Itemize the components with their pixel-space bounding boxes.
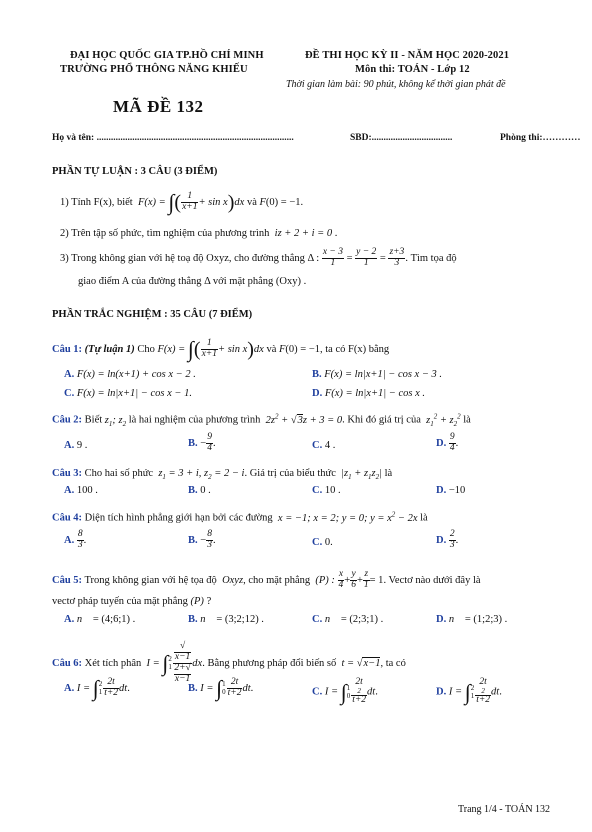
letter-c: C.	[312, 537, 323, 548]
q5-text: Trong không gian với hệ tọa độ	[84, 574, 217, 586]
q2-mid: là hai nghiệm của phương trình	[128, 414, 261, 426]
q1-opt-c-text: F(x) = ln|x+1| − cos x − 1.	[76, 388, 193, 399]
essay-heading: PHẦN TỰ LUẬN : 3 CÂU (3 ĐIỂM)	[52, 166, 218, 177]
q6-option-d[interactable]: D. I = ∫ 2 1 2t 2 t+2 dt.	[436, 677, 502, 706]
essay-question-3: 3) Trong không gian với hệ toạ độ Oxyz, cho đường thẳng Δ : $\frac{x - 3}{1}$ = $\frac{y - 2}{1}$ = $\frac{z+3}{3}$ . Tìm tọa độ	[60, 247, 457, 268]
q2-opt-a-text: 9 .	[76, 440, 88, 451]
q6-option-a[interactable]: A. I = ∫ 2 1 $\frac{2t}{t+2}$ dt.	[64, 675, 130, 701]
q4-option-c[interactable]: C. 0.	[312, 537, 333, 548]
q2-pre: Biết	[84, 414, 103, 426]
q1-pre: Cho	[137, 343, 155, 355]
mc-question-4: Câu 4: Diện tích hình phẳng giới hạn bởi các đường x = −1; x = 2; y = 0; $y = x^2 - 2x$ là	[52, 510, 428, 524]
q3-mid: . Giá trị của biểu thức	[244, 468, 336, 479]
essay-q3-suffix: . Tìm tọa độ	[405, 252, 457, 264]
q2-option-c[interactable]	[312, 440, 335, 451]
q5-option-a[interactable]: A. n⃗ = (4;6;1) .	[64, 614, 136, 625]
q3-option-a[interactable]	[64, 485, 98, 496]
university-name: ĐẠI HỌC QUỐC GIA TP.HỒ CHÍ MINH	[70, 50, 264, 61]
essay-q2-text: 2) Trên tập số phức, tìm nghiệm của phương trình	[60, 228, 270, 239]
letter-a: A.	[64, 614, 75, 625]
q4-option-b[interactable]: B. − $\frac{8}{3}$ .	[188, 529, 216, 550]
q3-opt-b-text: 0 .	[200, 485, 211, 496]
q1-label: Câu 1:	[52, 343, 83, 355]
q4-option-d[interactable]: D. $\frac{2}{3}$ .	[436, 529, 459, 550]
q3-label: Câu 3:	[52, 468, 83, 479]
q2-opt-c-text: 4 .	[324, 440, 336, 451]
q2-opt-b-minus: −	[200, 437, 207, 449]
letter-a: A.	[64, 369, 75, 380]
candidate-name-field: Họ và tên: ...................................................................................	[52, 133, 294, 143]
exam-title: ĐỀ THI HỌC KỲ II - NĂM HỌC 2020-2021	[305, 50, 510, 61]
letter-b: B.	[188, 534, 198, 546]
letter-a: A.	[64, 485, 75, 496]
page-footer: Trang 1/4 - TOÁN 132	[458, 804, 551, 815]
letter-c: C.	[64, 388, 75, 399]
mc-question-1: Câu 1: (Tự luận 1) Cho F(x) = ∫( $\frac{1}{x+1}$ + sin x)dx và F(0) = −1, ta có F(x) bằng	[52, 336, 390, 362]
q5-opt-d-text: = (1;2;3) .	[464, 614, 508, 625]
q3-option-b[interactable]	[188, 485, 211, 496]
q3-option-c[interactable]	[312, 485, 341, 496]
q5-line2-text: vectơ pháp tuyến của mặt phẳng	[52, 596, 188, 607]
q6-label: Câu 6:	[52, 657, 83, 669]
q1-tag: (Tự luận 1)	[84, 343, 135, 355]
q5-opt-b-text: = (3;2;12) .	[216, 614, 264, 625]
letter-d: D.	[436, 534, 447, 546]
q6-option-b[interactable]: B. I = ∫ 1 0 $\frac{2t}{t+2}$ dt.	[188, 675, 254, 701]
q2-post: . Khi đó giá trị của	[342, 414, 421, 426]
essay-q1-prefix: 1) Tính F(x), biết	[60, 196, 133, 208]
q4-end: là	[420, 512, 428, 524]
q3-opt-c-text: 10 .	[324, 485, 341, 496]
q3-text: Cho hai số phức	[84, 468, 154, 479]
q4-label: Câu 4:	[52, 512, 83, 524]
q1-opt-d-text: F(x) = ln|x+1| − cos x .	[324, 388, 426, 399]
q6-end: , ta có	[380, 657, 406, 669]
mc-heading: PHẦN TRẮC NGHIỆM : 35 CÂU (7 ĐIỂM)	[52, 309, 253, 320]
mc-question-3: Câu 3: Cho hai số phức $z_1 = 3 + i$, $z_2 = 2 - i$. Giá trị của biểu thức $|z_1 + z_1z_2|$ là	[52, 468, 393, 482]
letter-d: D.	[436, 614, 447, 625]
q6-mid: . Bằng phương pháp đổi biến số	[202, 657, 337, 669]
essay-question-1: 1) Tính F(x), biết F(x) = ∫( $\frac{1}{x+1}$ + sin x)dx và F(0) = −1.	[60, 189, 304, 215]
q2-option-a[interactable]	[64, 440, 87, 451]
q5-opt-a-text: = (4;6;1) .	[92, 614, 136, 625]
exam-subject: Môn thi: TOÁN - Lớp 12	[355, 64, 470, 75]
q3-option-d[interactable]	[436, 485, 465, 496]
letter-b: B.	[188, 682, 198, 694]
q1-and: và	[266, 343, 277, 355]
essay-question-2: 2) Trên tập số phức, tìm nghiệm của phương trình iz + 2 + i = 0 .	[60, 228, 338, 239]
q3-end: là	[384, 468, 393, 479]
q2-option-b[interactable]: B. − $\frac{9}{4}$ .	[188, 432, 216, 453]
letter-b: B.	[312, 369, 322, 380]
room-field: Phòng thi:…………	[500, 133, 581, 143]
q4-option-a[interactable]: A. $\frac{8}{3}$ .	[64, 529, 87, 550]
letter-c: C.	[312, 485, 323, 496]
q2-label: Câu 2:	[52, 414, 83, 426]
q1-opt-b-text: F(x) = ln|x+1| − cos x − 3 .	[324, 369, 443, 380]
q2-end: là	[463, 414, 471, 426]
q5-label: Câu 5:	[52, 574, 83, 586]
q6-text: Xét tích phân	[84, 657, 142, 669]
q3-opt-d-text: −10	[448, 485, 466, 496]
letter-b: B.	[188, 485, 198, 496]
q4-text: Diện tích hình phẳng giới hạn bởi các đường	[84, 512, 273, 524]
q5-opt-c-text: = (2;3;1) .	[340, 614, 384, 625]
letter-d: D.	[436, 437, 447, 449]
q5-option-d[interactable]: D. n⃗ = (1;2;3) .	[436, 614, 508, 625]
q5-option-c[interactable]: C. n⃗ = (2;3;1) .	[312, 614, 384, 625]
mc-question-6: Câu 6: Xét tích phân I = ∫ 2 1 √ x−1 2+√ x−1 dx. Bằng phương pháp đổi biến số t = √x−1, ta có	[52, 641, 406, 684]
q1-option-a[interactable]	[64, 369, 196, 380]
q5-end: . Vectơ nào dưới đây là	[383, 574, 481, 586]
letter-c: C.	[312, 440, 323, 451]
q1-option-b[interactable]	[312, 369, 442, 380]
q2-option-d[interactable]: D. $\frac{9}{4}$ .	[436, 432, 459, 453]
q6-option-c[interactable]: C. I = ∫ 1 0 2t 2 t+2 dt.	[312, 677, 378, 706]
letter-a: A.	[64, 682, 75, 694]
letter-c: C.	[312, 686, 323, 698]
letter-d: D.	[436, 686, 447, 698]
letter-c: C.	[312, 614, 323, 625]
mc-question-2: Câu 2: Biết $z_1$; $z_2$ là hai nghiệm của phương trình $2z^2 + √3z + 3 = 0$. Khi đó giá trị của $z_1^2 + z_2^2$ là	[52, 412, 471, 428]
q5-line2: vectơ pháp tuyến của mặt phẳng (P) ?	[52, 596, 212, 607]
q5-mid: , cho mặt phẳng	[243, 574, 311, 586]
exam-time: Thời gian làm bài: 90 phút, không kể thời gian phát đề	[286, 79, 506, 90]
essay-q3-line2: giao điểm A của đường thẳng Δ với mặt phẳng (Oxy) .	[78, 276, 307, 287]
letter-a: A.	[64, 440, 75, 451]
letter-b: B.	[188, 614, 198, 625]
essay-q1-and: và	[246, 196, 257, 208]
exam-code: MÃ ĐỀ 132	[113, 97, 204, 116]
school-name: TRƯỜNG PHỔ THÔNG NĂNG KHIẾU	[60, 64, 248, 75]
q1-option-d[interactable]	[312, 388, 425, 399]
q3-opt-a-text: 100 .	[76, 485, 98, 496]
essay-q3-prefix: 3) Trong không gian với hệ toạ độ Oxyz, cho đường thẳng	[60, 252, 305, 264]
q1-option-c[interactable]	[64, 388, 192, 399]
q1-opt-a-text: F(x) = ln(x+1) + cos x − 2 .	[76, 369, 196, 380]
letter-a: A.	[64, 534, 75, 546]
q5-option-b[interactable]: B. n⃗ = (3;2;12) .	[188, 614, 264, 625]
letter-d: D.	[436, 485, 447, 496]
letter-b: B.	[188, 437, 198, 449]
q1-post: , ta có F(x) bằng	[320, 343, 390, 355]
letter-d: D.	[312, 388, 323, 399]
mc-question-5: Câu 5: Trong không gian với hệ tọa độ Oxyz, cho mặt phẳng (P) : $\frac{x}{4}$ + $\frac{y}{6}$ + $\frac{z}{1}$ = 1. Vectơ nào dưới đây là	[52, 569, 481, 590]
candidate-number-field: SBD:..................................	[350, 133, 453, 143]
